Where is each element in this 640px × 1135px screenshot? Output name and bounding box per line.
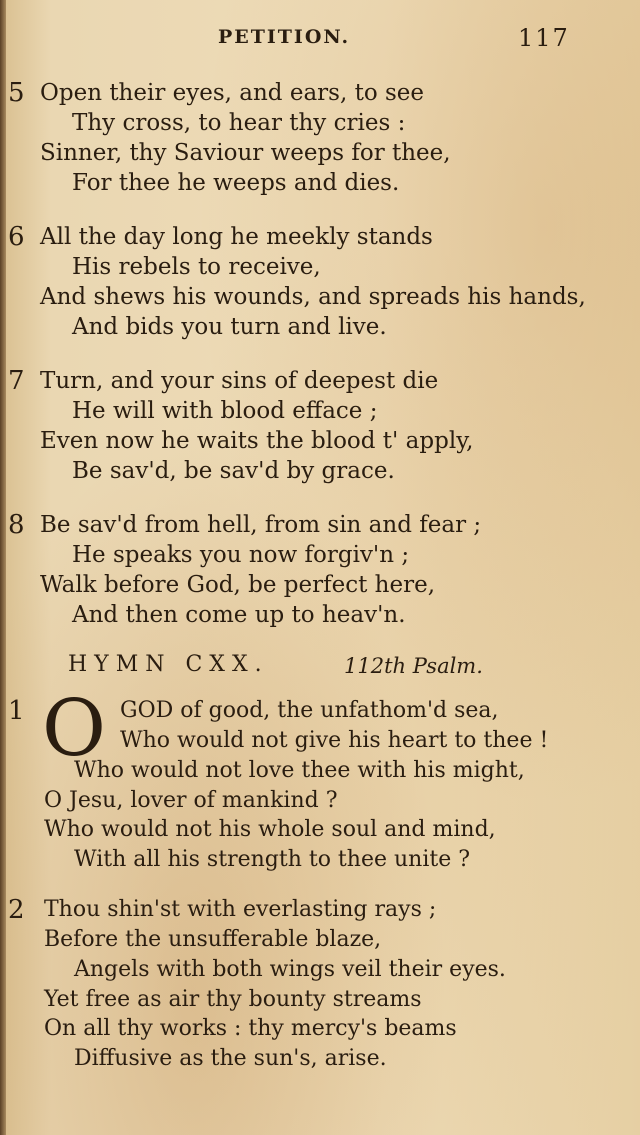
hymn-subtitle: 112th Psalm.	[344, 654, 483, 678]
verse-line: Open their eyes, and ears, to see	[40, 80, 425, 106]
verse-line: And bids you turn and live.	[72, 314, 387, 340]
page-number: 117	[518, 24, 570, 52]
verse-line: Diffusive as the sun's, arise.	[74, 1046, 387, 1071]
verse-line: His rebels to receive,	[72, 254, 321, 280]
verse-line: Thy cross, to hear thy cries :	[72, 110, 406, 136]
verse-line: On all thy works : thy mercy's beams	[44, 1016, 457, 1041]
verse-line: Walk before God, be perfect here,	[40, 572, 436, 598]
stanza-number: 6	[8, 222, 25, 252]
drop-cap: O	[42, 684, 106, 774]
verse-line: And shews his wounds, and spreads his hands,	[40, 284, 586, 310]
verse-line: With all his strength to thee unite ?	[74, 847, 470, 872]
verse-line: Be sav'd from hell, from sin and fear ;	[40, 512, 482, 538]
verse-line: Even now he waits the blood t' apply,	[40, 428, 474, 454]
stanza-number: 7	[8, 366, 25, 396]
verse-line: Thou shin'st with everlasting rays ;	[44, 897, 437, 922]
stanza-number: 2	[8, 895, 25, 925]
verse-line: Yet free as air thy bounty streams	[44, 987, 422, 1012]
verse-line: For thee he weeps and dies.	[72, 170, 400, 196]
verse-line: He speaks you now forgiv'n ;	[72, 542, 410, 568]
verse-line: Who would not his whole soul and mind,	[44, 817, 496, 842]
stanza-number: 5	[8, 78, 25, 108]
stanza-number: 1	[8, 696, 25, 726]
page-gutter	[0, 0, 6, 1135]
verse-line: He will with blood efface ;	[72, 398, 378, 424]
verse-line: Be sav'd, be sav'd by grace.	[72, 458, 395, 484]
verse-line: And then come up to heav'n.	[72, 602, 406, 628]
verse-line: Who would not love thee with his might,	[74, 758, 525, 783]
hymn-title: HYMN CXX.	[68, 652, 269, 677]
page-header	[0, 24, 640, 54]
verse-line: Who would not give his heart to thee !	[120, 728, 549, 753]
verse-line: Before the unsufferable blaze,	[44, 927, 382, 952]
verse-line: GOD of good, the unfathom'd sea,	[120, 698, 499, 723]
stanza-number: 8	[8, 510, 25, 540]
running-title: PETITION.	[218, 26, 351, 48]
verse-line: All the day long he meekly stands	[40, 224, 433, 250]
verse-line: Sinner, thy Saviour weeps for thee,	[40, 140, 451, 166]
verse-line: Turn, and your sins of deepest die	[40, 368, 439, 394]
verse-line: O Jesu, lover of mankind ?	[44, 788, 338, 813]
verse-line: Angels with both wings veil their eyes.	[74, 957, 506, 982]
